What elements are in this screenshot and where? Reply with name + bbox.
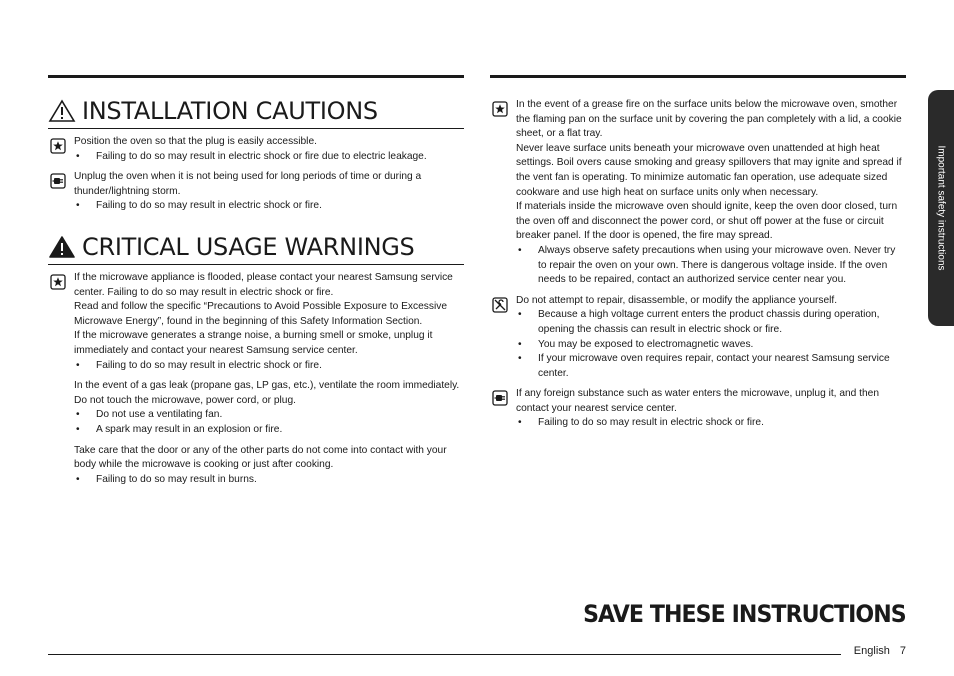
safety-block [48,379,464,437]
bullet-item: • Failing to do so may result in electric shock or fire. [74,199,464,214]
bullet-list [516,244,906,288]
paragraph: Do not attempt to repair, disassemble, or modify the appliance yourself. [516,294,838,306]
top-rule [48,75,464,78]
installation-title: INSTALLATION CAUTIONS [82,97,378,125]
paragraph: Position the oven so that the plug is easily accessible. [74,136,317,147]
critical-header [48,232,464,265]
bullet-item: • Always observe safety precautions when using your microwave oven. Never try to repair the oven on your own. There is dangerous voltage inside. If the oven needs to be repaired, contact an authorized service center near you. [516,244,906,288]
paragraph: In the event of a gas leak (propane gas, LP gas, etc.), ventilate the room immediately. Do not touch the microwave, power cord, or plug. [74,380,460,406]
paragraph: In the event of a grease fire on the surface units below the microwave oven, smother the flaming pan on the surface unit by covering the pan completely with a lid, a cookie sheet, or a flat tray. [516,99,902,140]
footer-rule [48,654,841,655]
paragraph: If the microwave generates a strange noise, a burning smell or smoke, unplug it immediately and contact your nearest Samsung service center. [74,330,433,356]
side-tab [928,90,954,326]
page-number: 7 [899,645,906,657]
bullet-item: • Do not use a ventilating fan. [74,408,464,423]
safety-block [48,170,464,214]
paragraph: If the microwave appliance is flooded, please contact your nearest Samsung service center. Failing to do so may result in electric shock or fire. [74,271,453,298]
installation-header [48,96,464,129]
star-caution-icon [50,138,66,154]
bullet-list [516,308,906,381]
safety-block [490,387,906,431]
left-column [48,75,464,487]
bullet-list [74,199,464,214]
star-caution-icon [50,274,66,290]
paragraph: Unplug the oven when it is not being used for long periods of time or during a thunder/lightning storm. [74,171,422,197]
top-rule-right [490,75,906,78]
installation-blocks [48,135,464,214]
star-caution-icon [492,101,508,117]
unplug-icon [492,390,508,406]
bullet-list [74,473,464,488]
bullet-list [74,359,464,374]
bullet-list [74,408,464,437]
warning-triangle-icon [48,235,76,259]
paragraph: Take care that the door or any of the other parts do not come into contact with your body while the microwave is cooking or just after cooking. [74,444,447,471]
paragraph: Read and follow the specific “Precautions to Avoid Possible Exposure to Excessive Microwave Energy”, found in the beginning of this Safety Information Section. [74,301,447,327]
bullet-item: • Because a high voltage current enters the product chassis during operation, opening the chassis can result in electric shock or fire. [516,308,906,337]
bullet-item: • If your microwave oven requires repair, contact your nearest Samsung service center. [516,352,906,381]
safety-block [48,135,464,164]
paragraph: Never leave surface units beneath your microwave oven unattended at high heat settings. Boil overs cause smoking and greasy spillovers that may ignite and spread if the vent fan is operating. To minimize automatic fan operation, use adequate sized cookware and use high heat on surface units only when necessary. [516,142,902,198]
safety-block [48,271,464,373]
caution-triangle-icon [48,99,76,123]
unplug-icon [50,173,66,189]
bullet-item: • Failing to do so may result in electric shock or fire due to electric leakage. [74,150,464,165]
bullet-item: • A spark may result in an explosion or fire. [74,423,464,438]
bullet-list [74,150,464,165]
save-instructions-title: SAVE THESE INSTRUCTIONS [583,600,906,628]
paragraph: If any foreign substance such as water enters the microwave, unplug it, and then contact your nearest service center. [516,388,879,414]
paragraph: If materials inside the microwave oven should ignite, keep the oven door closed, turn the oven off and disconnect the power cord, or shut off power at the fuse or circuit breaker panel. If the door is opened, the fire may spread. [516,201,898,242]
bullet-item: • Failing to do so may result in electric shock or fire. [74,359,464,374]
footer-language: English [853,645,890,657]
bullet-list [516,416,906,431]
critical-title: CRITICAL USAGE WARNINGS [82,232,415,261]
footer [854,645,906,657]
right-column [490,75,906,431]
side-tab-label: Important safety instructions [935,145,947,271]
no-disassembly-icon [492,297,508,313]
safety-block [490,294,906,382]
bullet-item: • Failing to do so may result in electric shock or fire. [516,416,906,431]
safety-block [48,444,464,488]
bullet-item: • You may be exposed to electromagnetic waves. [516,338,906,353]
bullet-item: • Failing to do so may result in burns. [74,473,464,488]
right-blocks [490,98,906,431]
safety-block [490,98,906,288]
critical-blocks [48,271,464,487]
